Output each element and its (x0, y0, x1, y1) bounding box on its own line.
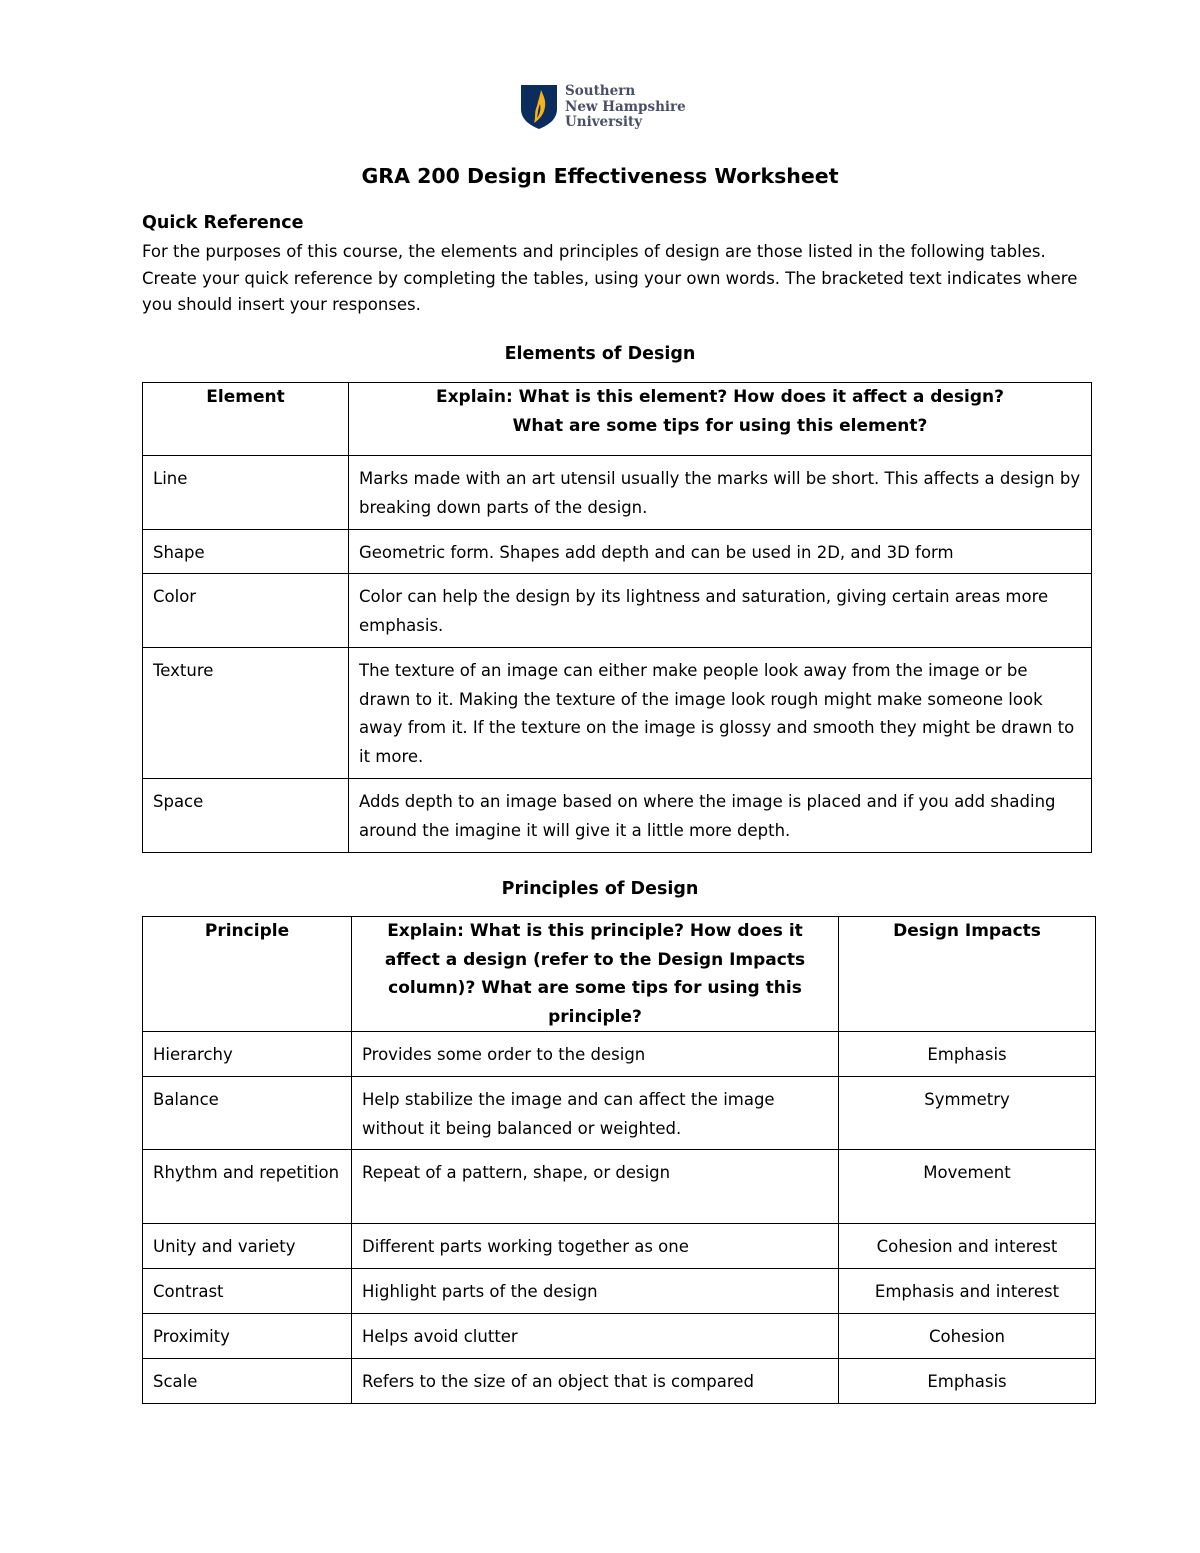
principle-name: Rhythm and repetition (143, 1150, 352, 1224)
snhu-shield-icon (520, 84, 558, 130)
principle-explain: Provides some order to the design (352, 1032, 839, 1077)
quick-reference-heading: Quick Reference (142, 213, 304, 233)
principle-impact: Emphasis (839, 1032, 1096, 1077)
table-row (143, 574, 1092, 648)
table-row (143, 530, 1092, 574)
principle-name: Scale (143, 1359, 352, 1404)
table-row (143, 1359, 1096, 1404)
column-header-explain: Explain: What is this principle? How does it affect a design (refer to the Design Impacts column)? What are some tips for using this principle? (352, 917, 839, 1032)
intro-paragraph: For the purposes of this course, the elements and principles of design are those listed in the following tables. Create your quick reference by completing the tables, using your own words. The bracketed text indicates where you should insert your responses. (142, 242, 1078, 314)
table-row (143, 648, 1092, 779)
document-title: GRA 200 Design Effectiveness Worksheet (361, 164, 839, 188)
principles-table (142, 916, 1096, 1404)
element-explain: Marks made with an art utensil usually the marks will be short. This affects a design by breaking down parts of the design. (349, 456, 1092, 530)
principle-explain: Different parts working together as one (352, 1224, 839, 1269)
element-name: Shape (143, 530, 349, 574)
elements-table-title: Elements of Design (504, 344, 696, 364)
principle-name: Unity and variety (143, 1224, 352, 1269)
principle-impact: Emphasis and interest (839, 1269, 1096, 1314)
column-header-impacts: Design Impacts (839, 917, 1096, 1032)
table-row (143, 1314, 1096, 1359)
logo-line: University (565, 114, 643, 130)
principle-explain: Highlight parts of the design (352, 1269, 839, 1314)
logo-wordmark (565, 84, 686, 131)
principle-impact: Cohesion (839, 1314, 1096, 1359)
element-name: Line (143, 456, 349, 530)
principle-explain: Help stabilize the image and can affect the image without it being balanced or weighted. (352, 1077, 839, 1150)
element-name: Color (143, 574, 349, 648)
column-header-element: Element (143, 383, 349, 456)
principle-explain: Helps avoid clutter (352, 1314, 839, 1359)
element-explain: Adds depth to an image based on where the image is placed and if you add shading around the imagine it will give it a little more depth. (349, 779, 1092, 853)
element-name: Space (143, 779, 349, 853)
table-header-row (143, 917, 1096, 1032)
principle-name: Hierarchy (143, 1032, 352, 1077)
table-row (143, 456, 1092, 530)
header-line: Explain: What is this element? How does it affect a design? (435, 387, 1005, 407)
header-line: What are some tips for using this element? (512, 415, 928, 436)
principle-impact: Emphasis (839, 1359, 1096, 1404)
table-row (143, 1077, 1096, 1150)
table-header-row (143, 383, 1092, 456)
element-explain: Geometric form. Shapes add depth and can be used in 2D, and 3D form (349, 530, 1092, 574)
element-explain: Color can help the design by its lightness and saturation, giving certain areas more emphasis. (349, 574, 1092, 648)
principle-explain: Repeat of a pattern, shape, or design (352, 1150, 839, 1224)
table-row (143, 1269, 1096, 1314)
university-logo (520, 84, 686, 131)
element-name: Texture (143, 648, 349, 779)
column-header-explain (349, 383, 1092, 456)
column-header-principle: Principle (143, 917, 352, 1032)
principle-name: Proximity (143, 1314, 352, 1359)
elements-table (142, 382, 1092, 853)
table-row (143, 1224, 1096, 1269)
logo-line: New Hampshire (565, 98, 686, 115)
principle-name: Contrast (143, 1269, 352, 1314)
principle-impact: Cohesion and interest (839, 1224, 1096, 1269)
table-row (143, 1032, 1096, 1077)
principle-impact: Movement (839, 1150, 1096, 1224)
principle-impact: Symmetry (839, 1077, 1096, 1150)
table-row (143, 779, 1092, 853)
principle-explain: Refers to the size of an object that is compared (352, 1359, 839, 1404)
element-explain: The texture of an image can either make people look away from the image or be drawn to it. Making the texture of the image look rough might make someone look away from it. If the texture on the image is glossy and smooth they might be drawn to it more. (349, 648, 1092, 779)
principle-name: Balance (143, 1077, 352, 1150)
principles-table-title: Principles of Design (501, 879, 699, 899)
logo-line: Southern (565, 83, 636, 99)
table-row (143, 1150, 1096, 1224)
